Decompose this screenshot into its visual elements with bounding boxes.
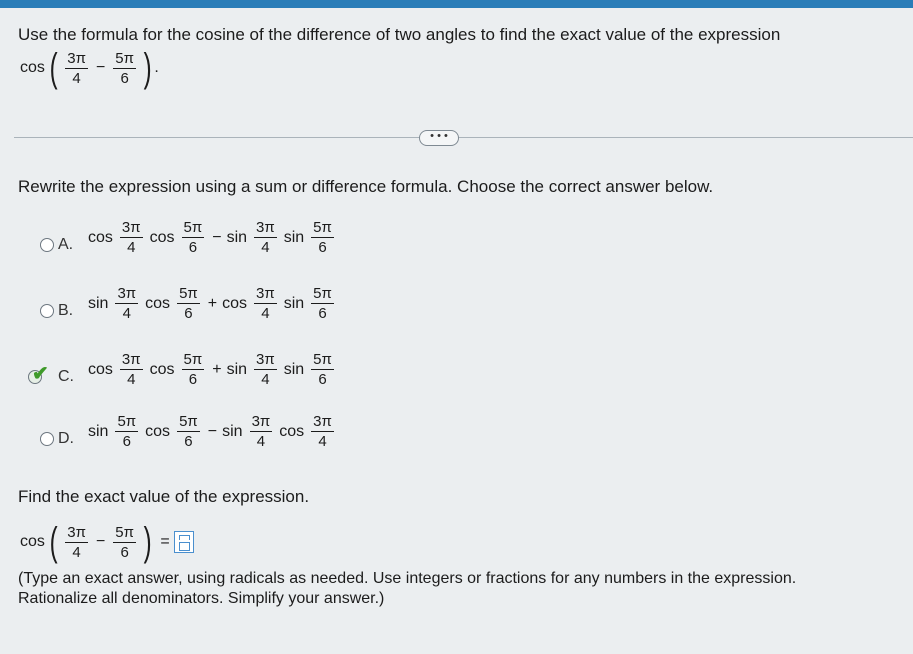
part1-prompt: Rewrite the expression using a sum or difference formula. Choose the correct answer below.	[18, 177, 714, 196]
question-trail: .	[154, 59, 159, 76]
hint-line-2: Rationalize all denominators. Simplify your answer.)	[18, 590, 385, 607]
close-paren: )	[143, 46, 152, 90]
option-d-radio[interactable]	[40, 432, 54, 446]
section-divider	[14, 137, 913, 138]
question-fn: cos	[20, 59, 45, 76]
top-accent-bar	[0, 0, 913, 8]
question-frac-a: $\frac{3\pi}{4}$	[67, 49, 86, 87]
checkmark-icon: ✔	[32, 363, 49, 385]
question-frac-b: $\frac{5\pi}{6}$	[115, 49, 134, 87]
option-b-expression[interactable]: sin $\frac{3\pi}{4}$ cos $\frac{5\pi}{6}$ + cos $\frac{3\pi}{4}$ sin $\frac{5\pi}{6}$	[88, 285, 332, 322]
option-a-expression[interactable]: cos $\frac{3\pi}{4}$ cos $\frac{5\pi}{6}$ − sin $\frac{3\pi}{4}$ sin $\frac{5\pi}{6}$	[88, 219, 332, 256]
answer-input[interactable]	[174, 531, 194, 553]
question-op: −	[95, 59, 106, 76]
part2-prompt: Find the exact value of the expression.	[18, 487, 310, 506]
option-a-radio[interactable]	[40, 238, 54, 252]
question-expression	[18, 48, 159, 88]
part2-expression: cos ( $\frac{3\pi}{4}$ − $\frac{5\pi}{6}$ ) =	[18, 522, 194, 562]
option-d-expression[interactable]: sin $\frac{5\pi}{6}$ cos $\frac{5\pi}{6}$ − sin $\frac{3\pi}{4}$ cos $\frac{3\pi}{4}$	[88, 413, 332, 450]
hint-line-1: (Type an exact answer, using radicals as needed. Use integers or fractions for any numbers in the expression.	[18, 570, 797, 587]
option-a-letter: A.	[58, 236, 74, 253]
more-options-button[interactable]: • • •	[419, 130, 459, 146]
question-instruction: Use the formula for the cosine of the difference of two angles to find the exact value of the expression	[18, 25, 781, 44]
option-b-radio[interactable]	[40, 304, 54, 318]
option-c-expression[interactable]: cos $\frac{3\pi}{4}$ cos $\frac{5\pi}{6}$ + sin $\frac{3\pi}{4}$ sin $\frac{5\pi}{6}$	[88, 351, 332, 388]
option-b-letter: B.	[58, 302, 74, 319]
option-d-letter: D.	[58, 430, 74, 447]
option-c-letter: C.	[58, 368, 74, 385]
open-paren: (	[49, 46, 58, 90]
